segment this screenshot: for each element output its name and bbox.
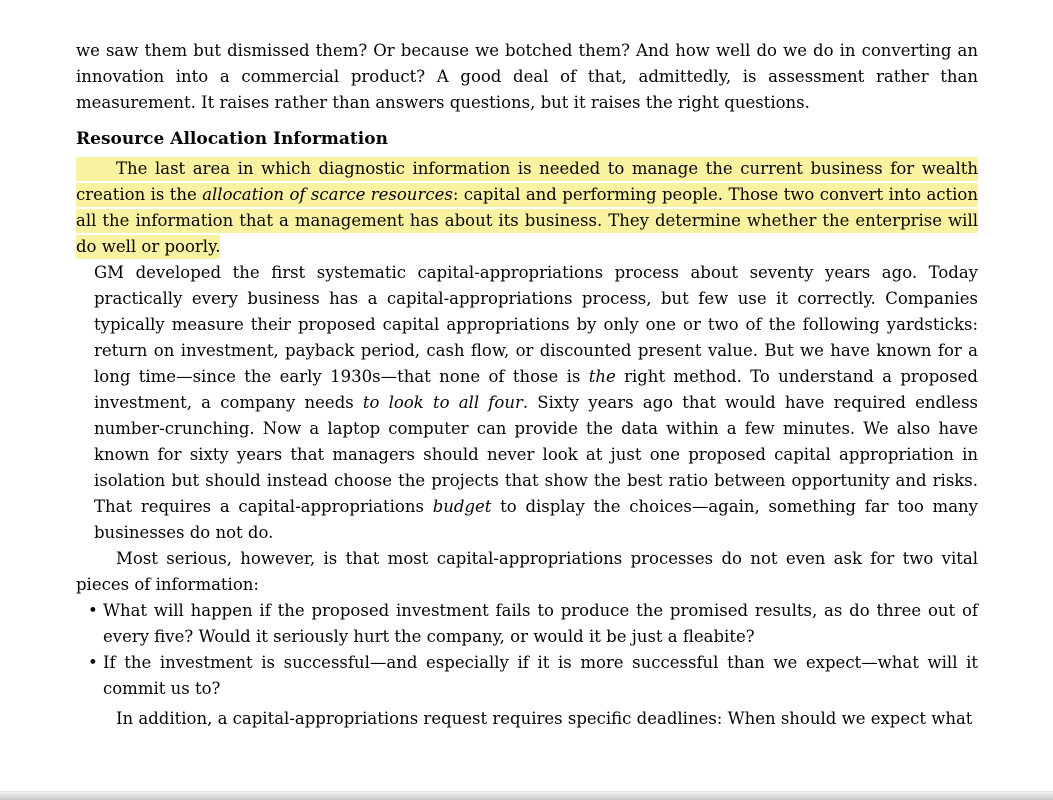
highlight-text-part: The last area in which diagnostic information is needed to manage the current business for wealth creation is the bbox=[76, 159, 978, 204]
paragraph-text: . Sixty years ago that would have required endless number-crunching. Now a laptop computer can provide the data within a few minutes. We also have known for sixty years that managers should never look at just one proposed capital appropriation in isolation but should instead choose the projects that show the best ratio between opportunity and risks. That requires a capital-appropriations bbox=[94, 393, 979, 516]
book-page-text-column bbox=[76, 38, 978, 732]
paragraph-text: GM developed the first systematic capital-appropriations process about seventy years ago. Today practically every business has a capital-appropriations process, but few use it correctly. Companies typically measure their proposed capital appropriations by only one or two of the following yardsticks: return on investment, payback period, cash flow, or discounted present value. But we have known for a long time—since the early 1930s—that none of those is bbox=[94, 263, 978, 386]
bullet-text: If the investment is successful—and especially if it is more successful than we expect—what will it commit us to? bbox=[103, 653, 978, 698]
bullet-item bbox=[88, 598, 978, 650]
highlighted-paragraph bbox=[76, 156, 978, 260]
bullet-list bbox=[76, 598, 978, 702]
italic-phrase: to look to all four bbox=[362, 393, 523, 412]
body-paragraph-continued bbox=[76, 38, 978, 116]
paragraph-text: In addition, a capital-appropriations request requires specific deadlines: When should we expect what bbox=[116, 709, 973, 728]
highlight-italic-phrase: allocation of scarce resources bbox=[202, 185, 453, 204]
paragraph-text: Most serious, however, is that most capital-appropriations processes do not even ask for two vital pieces of information: bbox=[76, 549, 978, 594]
most-serious-paragraph bbox=[76, 546, 978, 598]
italic-phrase: the bbox=[588, 367, 616, 386]
section-heading bbox=[76, 126, 978, 152]
italic-phrase: budget bbox=[432, 497, 492, 516]
highlight-text-part: : capital and performing people. Those two convert into action all the information that a management has about its business. They determine whether the enterprise will do well or poorly. bbox=[76, 185, 978, 256]
section-heading-text: Resource Allocation Information bbox=[76, 129, 388, 149]
bullet-text: What will happen if the proposed investment fails to produce the promised results, as do three out of every five? Would it seriously hurt the company, or would it be just a fleabite? bbox=[103, 601, 978, 646]
closing-paragraph bbox=[76, 706, 978, 732]
paragraph-text: to display the choices—again, something far too many businesses do not do. bbox=[94, 497, 978, 542]
gm-paragraph bbox=[94, 260, 978, 546]
highlight-annotation[interactable] bbox=[76, 157, 978, 259]
bullet-item bbox=[88, 650, 978, 702]
paragraph-text: we saw them but dismissed them? Or because we botched them? And how well do we do in converting an innovation into a commercial product? A good deal of that, admittedly, is assessment rather than measurement. It raises rather than answers questions, but it raises the right questions. bbox=[76, 41, 978, 112]
paragraph-text: right method. To understand a proposed investment, a company needs bbox=[94, 367, 978, 412]
window-bottom-edge bbox=[0, 791, 1053, 800]
